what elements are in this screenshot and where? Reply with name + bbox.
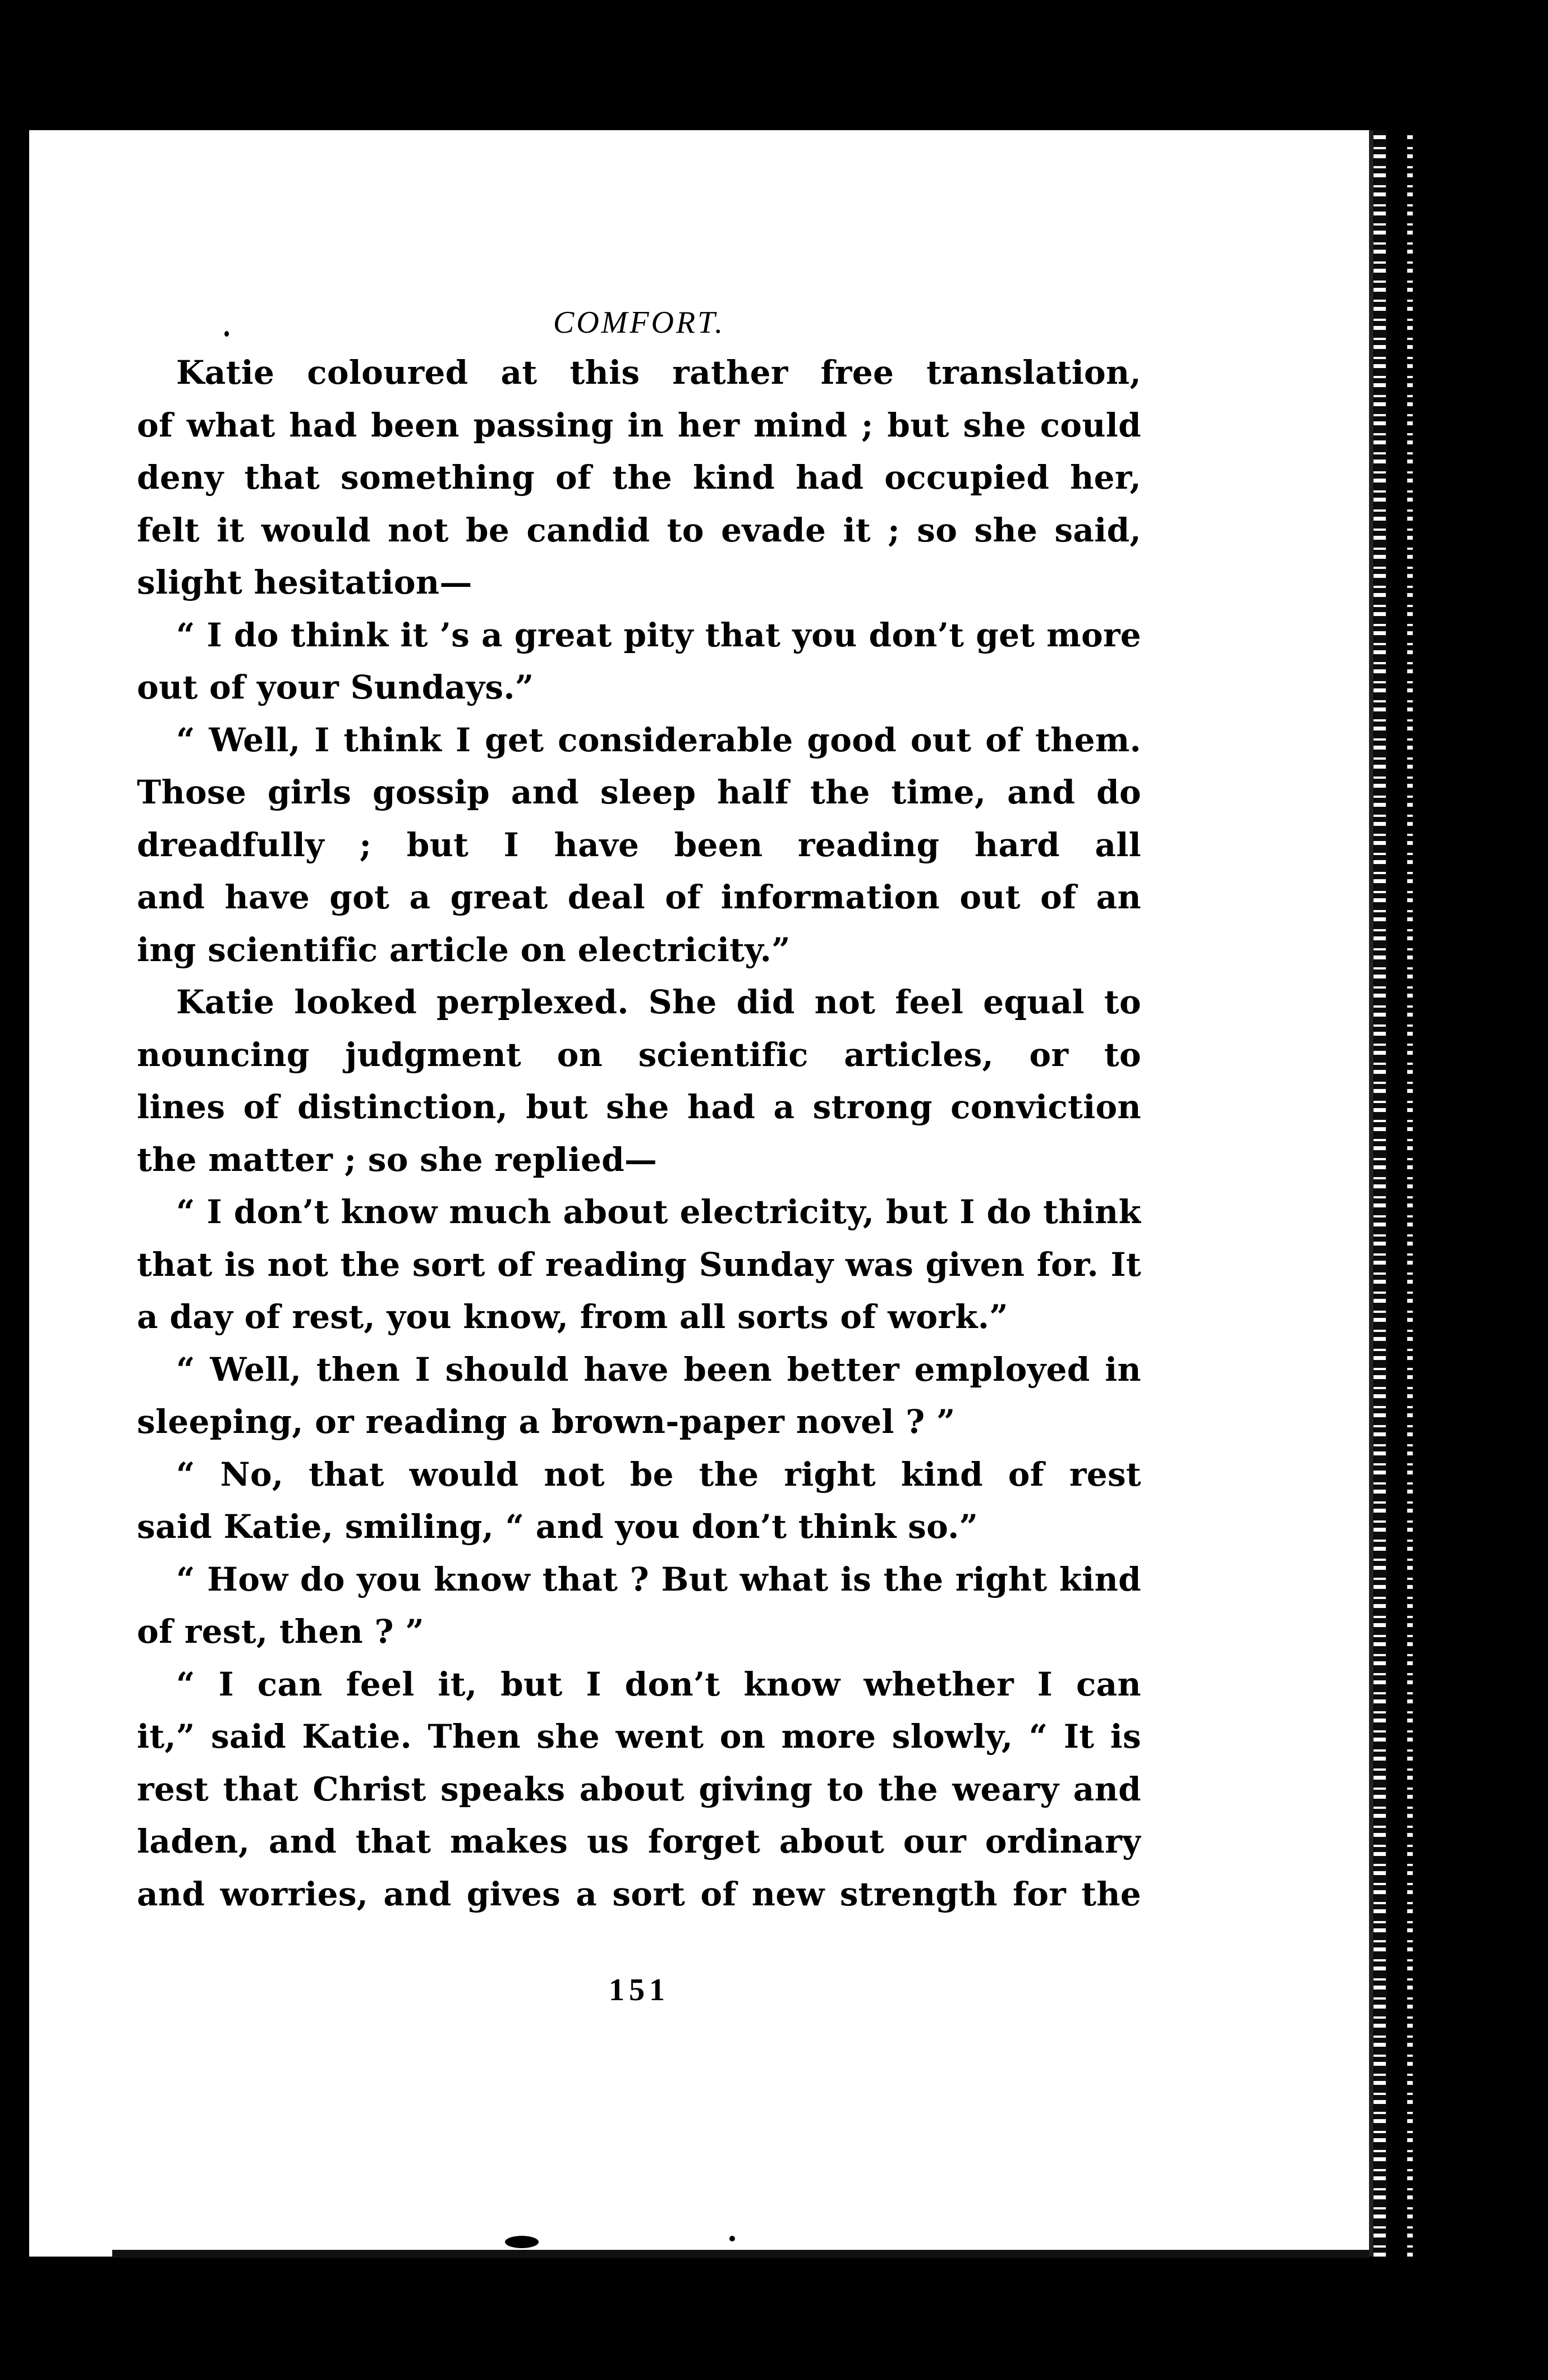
scan-speck bbox=[224, 331, 229, 337]
text-line: Katie coloured at this rather free translation, bbox=[176, 353, 1141, 392]
text-line: ing scientific article on electricity.” bbox=[137, 930, 791, 969]
text-line: “ How do you know that ? But what is the right kind bbox=[176, 1560, 1141, 1598]
text-line: and have got a great deal of information out of an bbox=[137, 878, 1141, 916]
text-line: laden, and that makes us forget about our ordinary bbox=[137, 1822, 1141, 1860]
running-head: COMFORT. bbox=[553, 305, 725, 340]
text-line: it,” said Katie. Then she went on more slowly, “ It is bbox=[137, 1717, 1141, 1756]
text-line: lines of distinction, but she had a strong conviction bbox=[137, 1088, 1141, 1126]
text-line: and worries, and gives a sort of new strength for the bbox=[137, 1874, 1141, 1913]
text-line: “ I do think it ’s a great pity that you don’t get more bbox=[176, 615, 1141, 654]
text-line: “ I don’t know much about electricity, but I do think bbox=[176, 1193, 1141, 1231]
text-line: said Katie, smiling, “ and you don’t think so.” bbox=[137, 1508, 979, 1546]
text-line: “ No, that would not be the right kind of rest bbox=[176, 1455, 1141, 1494]
body-text bbox=[137, 347, 1141, 1920]
text-line: Those girls gossip and sleep half the time, and do bbox=[137, 773, 1141, 811]
text-line: “ I can feel it, but I don’t know whether I can bbox=[176, 1665, 1141, 1703]
page-number: 151 bbox=[609, 1973, 669, 2007]
scan-speck bbox=[505, 2236, 539, 2248]
text-line: the matter ; so she replied— bbox=[137, 1140, 658, 1179]
text-line: slight hesitation— bbox=[137, 563, 472, 601]
page-bottom-edge bbox=[112, 2250, 1369, 2258]
text-line: that is not the sort of reading Sunday was given for. It bbox=[137, 1245, 1141, 1284]
text-line: deny that something of the kind had occupied her, bbox=[137, 458, 1141, 497]
text-line: a day of rest, you know, from all sorts of work.” bbox=[137, 1298, 1008, 1336]
text-line: of what had been passing in her mind ; but she could bbox=[137, 406, 1141, 444]
page-fore-edge bbox=[1374, 130, 1469, 2257]
text-line: sleeping, or reading a brown-paper novel ? ” bbox=[137, 1403, 956, 1441]
text-line: out of your Sundays.” bbox=[137, 668, 534, 706]
text-line: Katie looked perplexed. She did not feel equal to bbox=[176, 983, 1141, 1021]
text-line: “ Well, I think I get considerable good out of them. bbox=[176, 720, 1141, 759]
text-line: of rest, then ? ” bbox=[137, 1612, 424, 1651]
text-line: “ Well, then I should have been better employed in bbox=[176, 1350, 1141, 1389]
scan-speck bbox=[729, 2236, 735, 2241]
text-line: dreadfully ; but I have been reading hard all bbox=[137, 825, 1141, 864]
text-line: rest that Christ speaks about giving to the weary and bbox=[137, 1770, 1141, 1808]
text-line: felt it would not be candid to evade it ; so she said, bbox=[137, 511, 1141, 549]
text-line: nouncing judgment on scientific articles, or to bbox=[137, 1035, 1141, 1074]
